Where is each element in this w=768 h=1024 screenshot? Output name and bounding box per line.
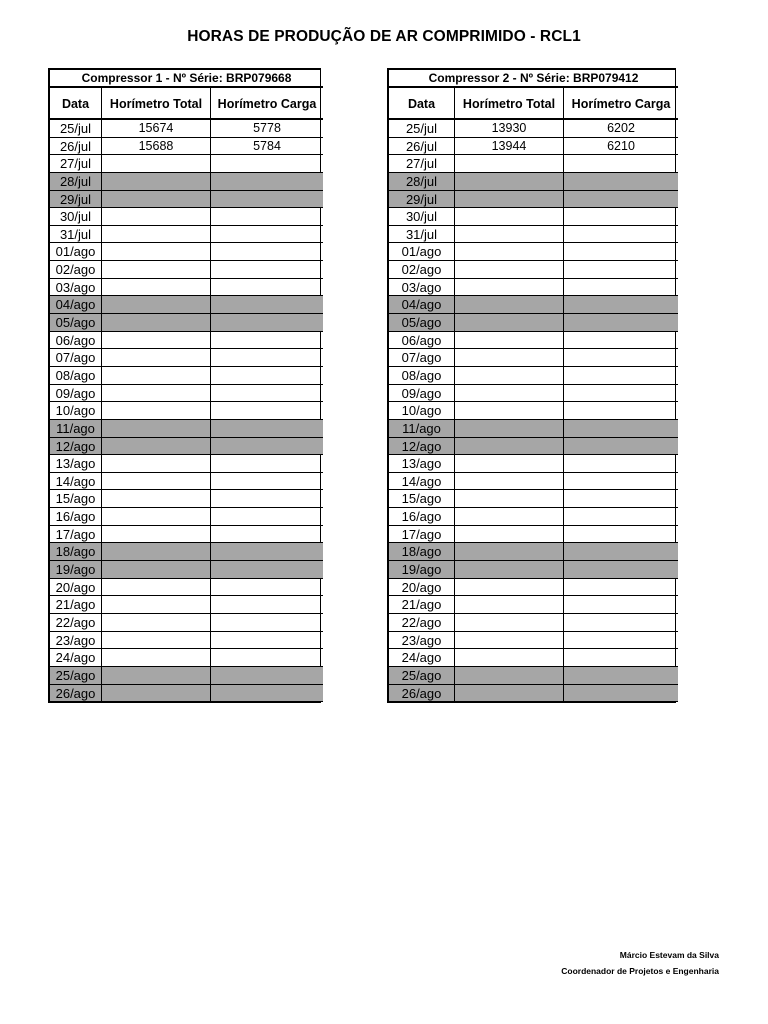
row-horimetro-carga: [564, 191, 678, 209]
row-date: 17/ago: [50, 526, 102, 544]
row-horimetro-carga: [564, 561, 678, 579]
row-date: 11/ago: [50, 420, 102, 438]
row-horimetro-carga: [564, 632, 678, 650]
page-title: HORAS DE PRODUÇÃO DE AR COMPRIMIDO - RCL1: [187, 28, 581, 45]
row-date: 06/ago: [389, 332, 455, 350]
row-horimetro-total: [455, 420, 564, 438]
row-date: 18/ago: [50, 543, 102, 561]
row-horimetro-total: [455, 173, 564, 191]
row-horimetro-carga: [211, 332, 323, 350]
row-date: 09/ago: [50, 385, 102, 403]
row-horimetro-carga: [211, 455, 323, 473]
row-horimetro-carga: [211, 155, 323, 173]
signature-name: Márcio Estevam da Silva: [619, 950, 719, 960]
row-date: 22/ago: [50, 614, 102, 632]
row-horimetro-total: [102, 155, 211, 173]
row-date: 12/ago: [50, 438, 102, 456]
row-date: 25/ago: [50, 667, 102, 685]
row-horimetro-total: [102, 632, 211, 650]
row-horimetro-carga: [211, 490, 323, 508]
row-horimetro-total: [455, 208, 564, 226]
row-date: 15/ago: [50, 490, 102, 508]
row-date: 10/ago: [389, 402, 455, 420]
row-horimetro-carga: [211, 243, 323, 261]
row-horimetro-carga: [564, 367, 678, 385]
row-horimetro-carga: [564, 314, 678, 332]
row-horimetro-carga: [564, 473, 678, 491]
row-date: 13/ago: [389, 455, 455, 473]
row-horimetro-total: [102, 508, 211, 526]
row-horimetro-total: [102, 208, 211, 226]
row-date: 07/ago: [389, 349, 455, 367]
row-date: 02/ago: [389, 261, 455, 279]
row-date: 01/ago: [50, 243, 102, 261]
row-horimetro-carga: [564, 614, 678, 632]
row-horimetro-carga: [564, 649, 678, 667]
row-horimetro-carga: [564, 349, 678, 367]
row-date: 19/ago: [50, 561, 102, 579]
row-horimetro-total: [102, 243, 211, 261]
row-horimetro-total: [455, 685, 564, 703]
signature-role: Coordenador de Projetos e Engenharia: [561, 966, 719, 976]
row-horimetro-total: [102, 332, 211, 350]
row-horimetro-carga: [211, 296, 323, 314]
row-date: 05/ago: [389, 314, 455, 332]
row-date: 12/ago: [389, 438, 455, 456]
row-date: 30/jul: [50, 208, 102, 226]
row-horimetro-carga: [211, 561, 323, 579]
row-horimetro-total: [455, 649, 564, 667]
row-horimetro-total: [102, 649, 211, 667]
row-horimetro-carga: [564, 261, 678, 279]
row-horimetro-carga: [211, 596, 323, 614]
row-horimetro-total: [102, 596, 211, 614]
row-horimetro-total: [455, 667, 564, 685]
row-horimetro-total: [102, 667, 211, 685]
row-date: 08/ago: [389, 367, 455, 385]
row-horimetro-total: [102, 173, 211, 191]
row-horimetro-total: [455, 296, 564, 314]
row-date: 17/ago: [389, 526, 455, 544]
row-horimetro-carga: [211, 632, 323, 650]
row-date: 14/ago: [50, 473, 102, 491]
row-date: 30/jul: [389, 208, 455, 226]
row-horimetro-carga: [564, 243, 678, 261]
compressor-1-table: [48, 68, 321, 703]
row-date: 08/ago: [50, 367, 102, 385]
row-horimetro-total: [102, 579, 211, 597]
row-horimetro-total: [455, 526, 564, 544]
row-horimetro-carga: [211, 173, 323, 191]
row-date: 29/jul: [50, 191, 102, 209]
row-date: 28/jul: [50, 173, 102, 191]
row-date: 26/ago: [50, 685, 102, 703]
row-horimetro-carga: [564, 455, 678, 473]
row-horimetro-total: [102, 614, 211, 632]
column-header-horimetro-carga: Horímetro Carga: [211, 88, 323, 120]
row-horimetro-total: [102, 685, 211, 703]
row-date: 20/ago: [50, 579, 102, 597]
row-horimetro-carga: [564, 667, 678, 685]
row-horimetro-carga: [211, 579, 323, 597]
column-header-horimetro-total: Horímetro Total: [102, 88, 211, 120]
row-horimetro-total: [455, 261, 564, 279]
row-horimetro-carga: [564, 685, 678, 703]
row-horimetro-total: [455, 490, 564, 508]
row-horimetro-carga: 6202: [564, 120, 678, 138]
row-horimetro-carga: [211, 226, 323, 244]
row-horimetro-total: [102, 191, 211, 209]
row-date: 29/jul: [389, 191, 455, 209]
row-horimetro-total: [455, 385, 564, 403]
row-horimetro-carga: [564, 279, 678, 297]
row-horimetro-total: [102, 367, 211, 385]
row-horimetro-total: [102, 279, 211, 297]
row-date: 18/ago: [389, 543, 455, 561]
row-date: 27/jul: [50, 155, 102, 173]
row-date: 10/ago: [50, 402, 102, 420]
row-date: 21/ago: [389, 596, 455, 614]
row-horimetro-carga: [211, 367, 323, 385]
row-date: 24/ago: [50, 649, 102, 667]
row-horimetro-carga: [211, 667, 323, 685]
compressor-2-table: [387, 68, 676, 703]
row-horimetro-total: [455, 279, 564, 297]
row-horimetro-total: [102, 561, 211, 579]
row-horimetro-total: 15674: [102, 120, 211, 138]
row-horimetro-total: 13930: [455, 120, 564, 138]
column-header-data: Data: [50, 88, 102, 120]
row-date: 16/ago: [389, 508, 455, 526]
compressor-2-rows: [389, 120, 678, 702]
row-horimetro-carga: [564, 420, 678, 438]
row-date: 25/jul: [50, 120, 102, 138]
row-horimetro-carga: [211, 438, 323, 456]
row-date: 07/ago: [50, 349, 102, 367]
row-horimetro-total: [102, 226, 211, 244]
row-horimetro-total: [455, 314, 564, 332]
row-horimetro-total: [102, 261, 211, 279]
row-horimetro-carga: [211, 385, 323, 403]
row-horimetro-total: [102, 543, 211, 561]
row-horimetro-carga: [564, 208, 678, 226]
compressor-1-header: Compressor 1 - Nº Série: BRP079668: [50, 70, 323, 88]
row-horimetro-carga: [211, 420, 323, 438]
column-header-data: Data: [389, 88, 455, 120]
row-horimetro-total: [455, 455, 564, 473]
row-horimetro-carga: [211, 349, 323, 367]
row-date: 24/ago: [389, 649, 455, 667]
row-date: 01/ago: [389, 243, 455, 261]
row-horimetro-total: [455, 596, 564, 614]
row-date: 06/ago: [50, 332, 102, 350]
row-date: 31/jul: [389, 226, 455, 244]
row-horimetro-total: 15688: [102, 138, 211, 156]
row-horimetro-carga: [564, 543, 678, 561]
row-horimetro-total: [455, 367, 564, 385]
row-date: 13/ago: [50, 455, 102, 473]
row-horimetro-total: [455, 438, 564, 456]
row-date: 20/ago: [389, 579, 455, 597]
row-horimetro-total: [102, 490, 211, 508]
row-date: 28/jul: [389, 173, 455, 191]
row-horimetro-carga: [211, 685, 323, 703]
row-horimetro-total: [102, 314, 211, 332]
row-horimetro-carga: [211, 314, 323, 332]
row-date: 14/ago: [389, 473, 455, 491]
row-date: 05/ago: [50, 314, 102, 332]
row-horimetro-carga: [564, 579, 678, 597]
row-date: 04/ago: [389, 296, 455, 314]
row-horimetro-carga: [211, 402, 323, 420]
compressor-2-header: Compressor 2 - Nº Série: BRP079412: [389, 70, 678, 88]
row-horimetro-total: [102, 385, 211, 403]
row-horimetro-carga: [211, 261, 323, 279]
row-horimetro-total: [455, 191, 564, 209]
row-date: 26/jul: [389, 138, 455, 156]
row-date: 25/jul: [389, 120, 455, 138]
row-date: 27/jul: [389, 155, 455, 173]
row-date: 11/ago: [389, 420, 455, 438]
row-date: 26/jul: [50, 138, 102, 156]
column-header-horimetro-total: Horímetro Total: [455, 88, 564, 120]
row-date: 26/ago: [389, 685, 455, 703]
row-horimetro-carga: [564, 526, 678, 544]
row-horimetro-total: [102, 402, 211, 420]
row-horimetro-carga: [211, 614, 323, 632]
row-horimetro-total: [455, 155, 564, 173]
row-horimetro-total: [455, 226, 564, 244]
row-date: 23/ago: [50, 632, 102, 650]
row-date: 03/ago: [389, 279, 455, 297]
column-header-horimetro-carga: Horímetro Carga: [564, 88, 678, 120]
row-horimetro-total: [455, 614, 564, 632]
row-date: 25/ago: [389, 667, 455, 685]
row-date: 15/ago: [389, 490, 455, 508]
row-horimetro-total: 13944: [455, 138, 564, 156]
row-horimetro-carga: [564, 438, 678, 456]
row-horimetro-carga: [564, 402, 678, 420]
row-horimetro-carga: 6210: [564, 138, 678, 156]
row-date: 23/ago: [389, 632, 455, 650]
row-date: 31/jul: [50, 226, 102, 244]
row-horimetro-carga: [211, 508, 323, 526]
compressor-1-rows: [50, 120, 323, 702]
row-horimetro-total: [102, 526, 211, 544]
row-horimetro-carga: [564, 332, 678, 350]
row-horimetro-total: [102, 349, 211, 367]
row-horimetro-carga: [211, 208, 323, 226]
row-horimetro-carga: [211, 526, 323, 544]
row-horimetro-carga: [564, 596, 678, 614]
row-horimetro-carga: [564, 155, 678, 173]
row-horimetro-carga: [564, 173, 678, 191]
row-horimetro-total: [455, 508, 564, 526]
row-horimetro-total: [455, 543, 564, 561]
row-horimetro-total: [102, 455, 211, 473]
row-horimetro-total: [455, 243, 564, 261]
row-date: 19/ago: [389, 561, 455, 579]
row-horimetro-total: [455, 402, 564, 420]
row-date: 02/ago: [50, 261, 102, 279]
row-horimetro-carga: [564, 490, 678, 508]
row-horimetro-carga: [211, 473, 323, 491]
row-horimetro-total: [102, 473, 211, 491]
row-horimetro-total: [455, 632, 564, 650]
row-horimetro-carga: 5784: [211, 138, 323, 156]
row-horimetro-carga: [211, 191, 323, 209]
row-date: 09/ago: [389, 385, 455, 403]
row-date: 04/ago: [50, 296, 102, 314]
row-horimetro-carga: [211, 279, 323, 297]
row-horimetro-total: [102, 438, 211, 456]
row-horimetro-total: [102, 420, 211, 438]
row-horimetro-carga: [211, 649, 323, 667]
row-horimetro-carga: [564, 296, 678, 314]
row-horimetro-total: [455, 349, 564, 367]
row-horimetro-carga: [211, 543, 323, 561]
row-horimetro-carga: [564, 385, 678, 403]
row-horimetro-total: [455, 332, 564, 350]
row-date: 16/ago: [50, 508, 102, 526]
row-horimetro-total: [455, 473, 564, 491]
row-horimetro-total: [455, 561, 564, 579]
row-date: 03/ago: [50, 279, 102, 297]
row-horimetro-carga: 5778: [211, 120, 323, 138]
row-date: 21/ago: [50, 596, 102, 614]
row-horimetro-carga: [564, 508, 678, 526]
row-horimetro-total: [102, 296, 211, 314]
row-horimetro-total: [455, 579, 564, 597]
row-horimetro-carga: [564, 226, 678, 244]
row-date: 22/ago: [389, 614, 455, 632]
